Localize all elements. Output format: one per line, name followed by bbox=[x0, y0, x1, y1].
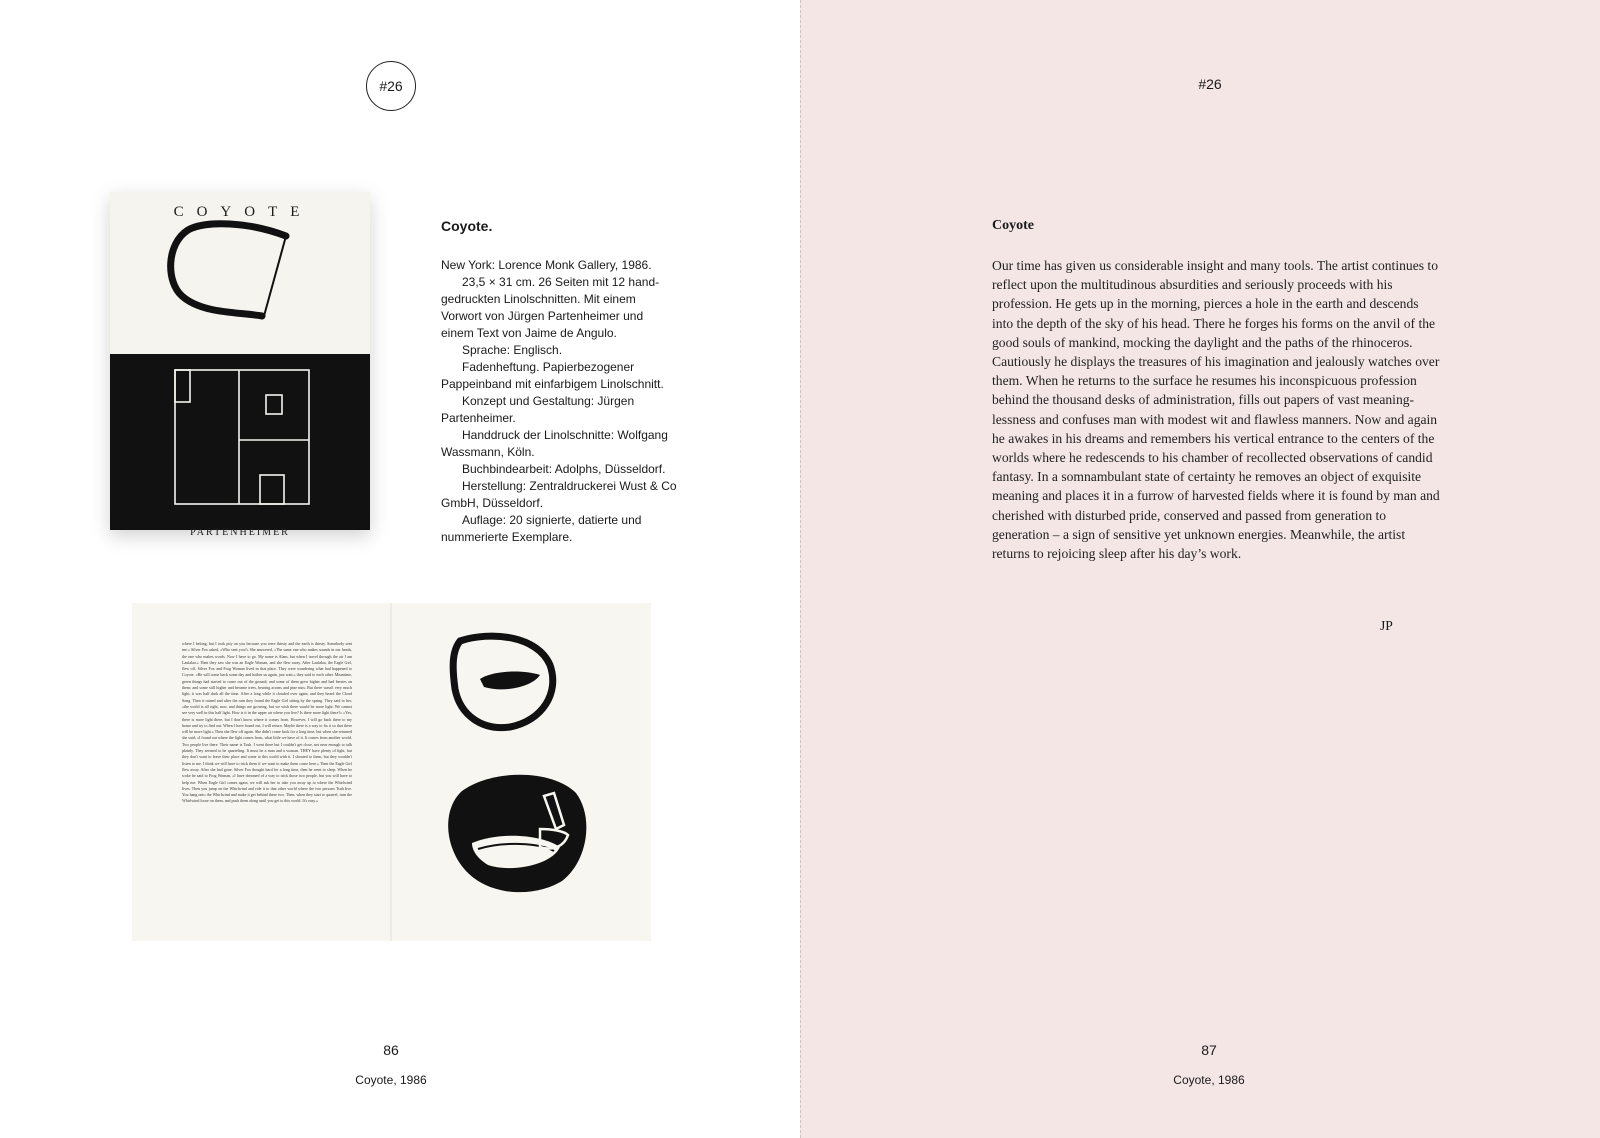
book-detail-line: 23,5 × 31 cm. 26 Seiten mit 12 hand-gedruckten Linolschnitten. Mit einem Vorwort von Jürgen Partenheimer und einem Text von Jaime de Angulo. bbox=[441, 275, 660, 340]
book-title: Coyote. bbox=[441, 218, 493, 234]
book-detail-line: Auflage: 20 signierte, datierte und nummerierte Exemplare. bbox=[441, 513, 642, 544]
cover-artwork bbox=[110, 192, 370, 530]
spread-text-page bbox=[182, 641, 352, 805]
linocut-print bbox=[392, 603, 651, 941]
book-detail-line: Buchbindearbeit: Adolphs, Düsseldorf. bbox=[462, 462, 666, 476]
book-detail-line: Sprache: Englisch. bbox=[462, 343, 563, 357]
essay-title: Coyote bbox=[992, 218, 1034, 233]
essay-paragraph: Our time has given us considerable insight and many tools. The artist continues to reflect upon the multitudinous absurdities and seriously proceeds with his profession. He gets up in the morning, pierces a hole in the earth and descends into the depth of the sky of his head. There he forges his forms on the anvil of the good souls of mankind, mocking the daylight and the paths of the rhinoceros. Cautiously he displays the treasures of his imagination and jealously watches over them. When he returns to the surface he resumes his inconspicuous profession behind the thousand desks of administration, fills out papers of vast meaning-lessness and confuses man with modest wit and flawless manners. Now and again he awakes in his dreams and remembers his vertical entrance to the centers of the worlds where he redescends to his chamber of recollected observations of candid fantasy. In a somnambulant state of certainty he removes an object of exquisite meaning and places it in a furrow of harvested fields where it is found by man and cherished with disturbed pride, conserved and passed from generation to generation – a sign of sensitive yet unknown energies. Meanwhile, the artist returns to rejoicing sleep after his day’s work. bbox=[992, 258, 1440, 562]
running-footer-right: Coyote, 1986 bbox=[1173, 1073, 1245, 1087]
essay-signature: JP bbox=[1380, 618, 1393, 633]
book-spread-image bbox=[132, 603, 651, 941]
page-gutter bbox=[800, 0, 801, 1138]
book-detail-line: New York: Lorence Monk Gallery, 1986. bbox=[441, 258, 652, 272]
essay-body bbox=[992, 256, 1442, 563]
spread-text: where I belong, but I took pity on you because you were thirsty and the earth is thirsty. Somebody sent me.» Silver Fox asked, «Who sent you?» She answered, «The same one who makes sounds in our heads, the one who makes words. Now I have to go. My name is Alam, but when I travel through the air I am Laulalaa.» Then they saw she was an Eagle Woman, and she flew away. After Laulalaa, the Eagle Girl, flew off, Silver Fox and Frog Woman lived in that place. They were wondering what had happened to Coyote. «He will come back some day and bother us again, just wait,» they said to each other. Meantime, green things had started to come out of the ground; and some of them grew higher and had berries on them; and some still higher and became trees, bearing acorns and pine nuts. But there wasn't very much light; it was half dark all the time. After a long while it clouded over again, and they heard the Cloud Song. Then it rained and after the rain they found the Eagle Girl sitting by the spring. They said to her, «the world is all right, now, and things are growing, but we wish there would be more light. We cannot see very well in this half light. How is it in the upper air where you live? Is there more light there?» «Yes, there is more light there, but I don't know where it comes from. However, I will go back there to my home and try to find out. When I have found out, I will return. Maybe there is a way to fix it so that there will be more light.» Then she flew off again. She didn't come back for a long time, but when she returned she said, «I found out where the light comes from, what little we have of it. It comes from another world. Two people live there. Their name is Tsuh. I went there but I couldn't get close, not near enough to talk plainly. They seemed to be quarreling. It must be a man and a woman. THEY have plenty of light, but they don't want to leave their place and come to this world with it. I shouted to them, but they wouldn't listen to me. I think we will have to trick them if we want to make them come here.» Then the Eagle Girl flew away. After she had gone, Silver Fox thought hard for a long time, then he went to sleep. When he woke he said to Frog Woman, «I have dreamed of a way to trick those two people, but you will have to help me. When Eagle Girl comes again, we will ask her to take you away up to where the Whirlwind lives. Then you jump on the Whirlwind and ride it to that other world where the two persons Tsuh live. You hang onto the Whirlwind and make it get behind these two. Then, when they start to quarrel, turn the Whirlwind loose on them, and push them along until you get to this world. It's easy.» bbox=[182, 641, 352, 804]
book-detail-line: Konzept und Gestaltung: Jürgen Partenheimer. bbox=[441, 394, 635, 425]
running-footer-left: Coyote, 1986 bbox=[355, 1073, 427, 1087]
book-detail-line: Fadenheftung. Papierbezogener Pappeinband mit einfarbigem Linolschnitt. bbox=[441, 360, 664, 391]
cover-title: COYOTE bbox=[173, 204, 313, 220]
book-detail-line: Handdruck der Linolschnitte: Wolfgang Wassmann, Köln. bbox=[441, 428, 668, 459]
book-details bbox=[441, 257, 677, 546]
cover-author: PARTENHEIMER bbox=[190, 527, 290, 538]
right-page bbox=[800, 0, 1600, 1138]
page-number-label: #26 bbox=[1198, 76, 1222, 92]
book-detail-line: Herstellung: Zentraldruckerei Wust & Co GmbH, Düsseldorf. bbox=[441, 479, 677, 510]
page-number-badge-label: #26 bbox=[379, 78, 403, 94]
book-cover-image bbox=[110, 192, 370, 538]
page-folio-left: 86 bbox=[383, 1042, 399, 1058]
page-folio-right: 87 bbox=[1201, 1042, 1217, 1058]
page-number-badge bbox=[366, 61, 416, 111]
